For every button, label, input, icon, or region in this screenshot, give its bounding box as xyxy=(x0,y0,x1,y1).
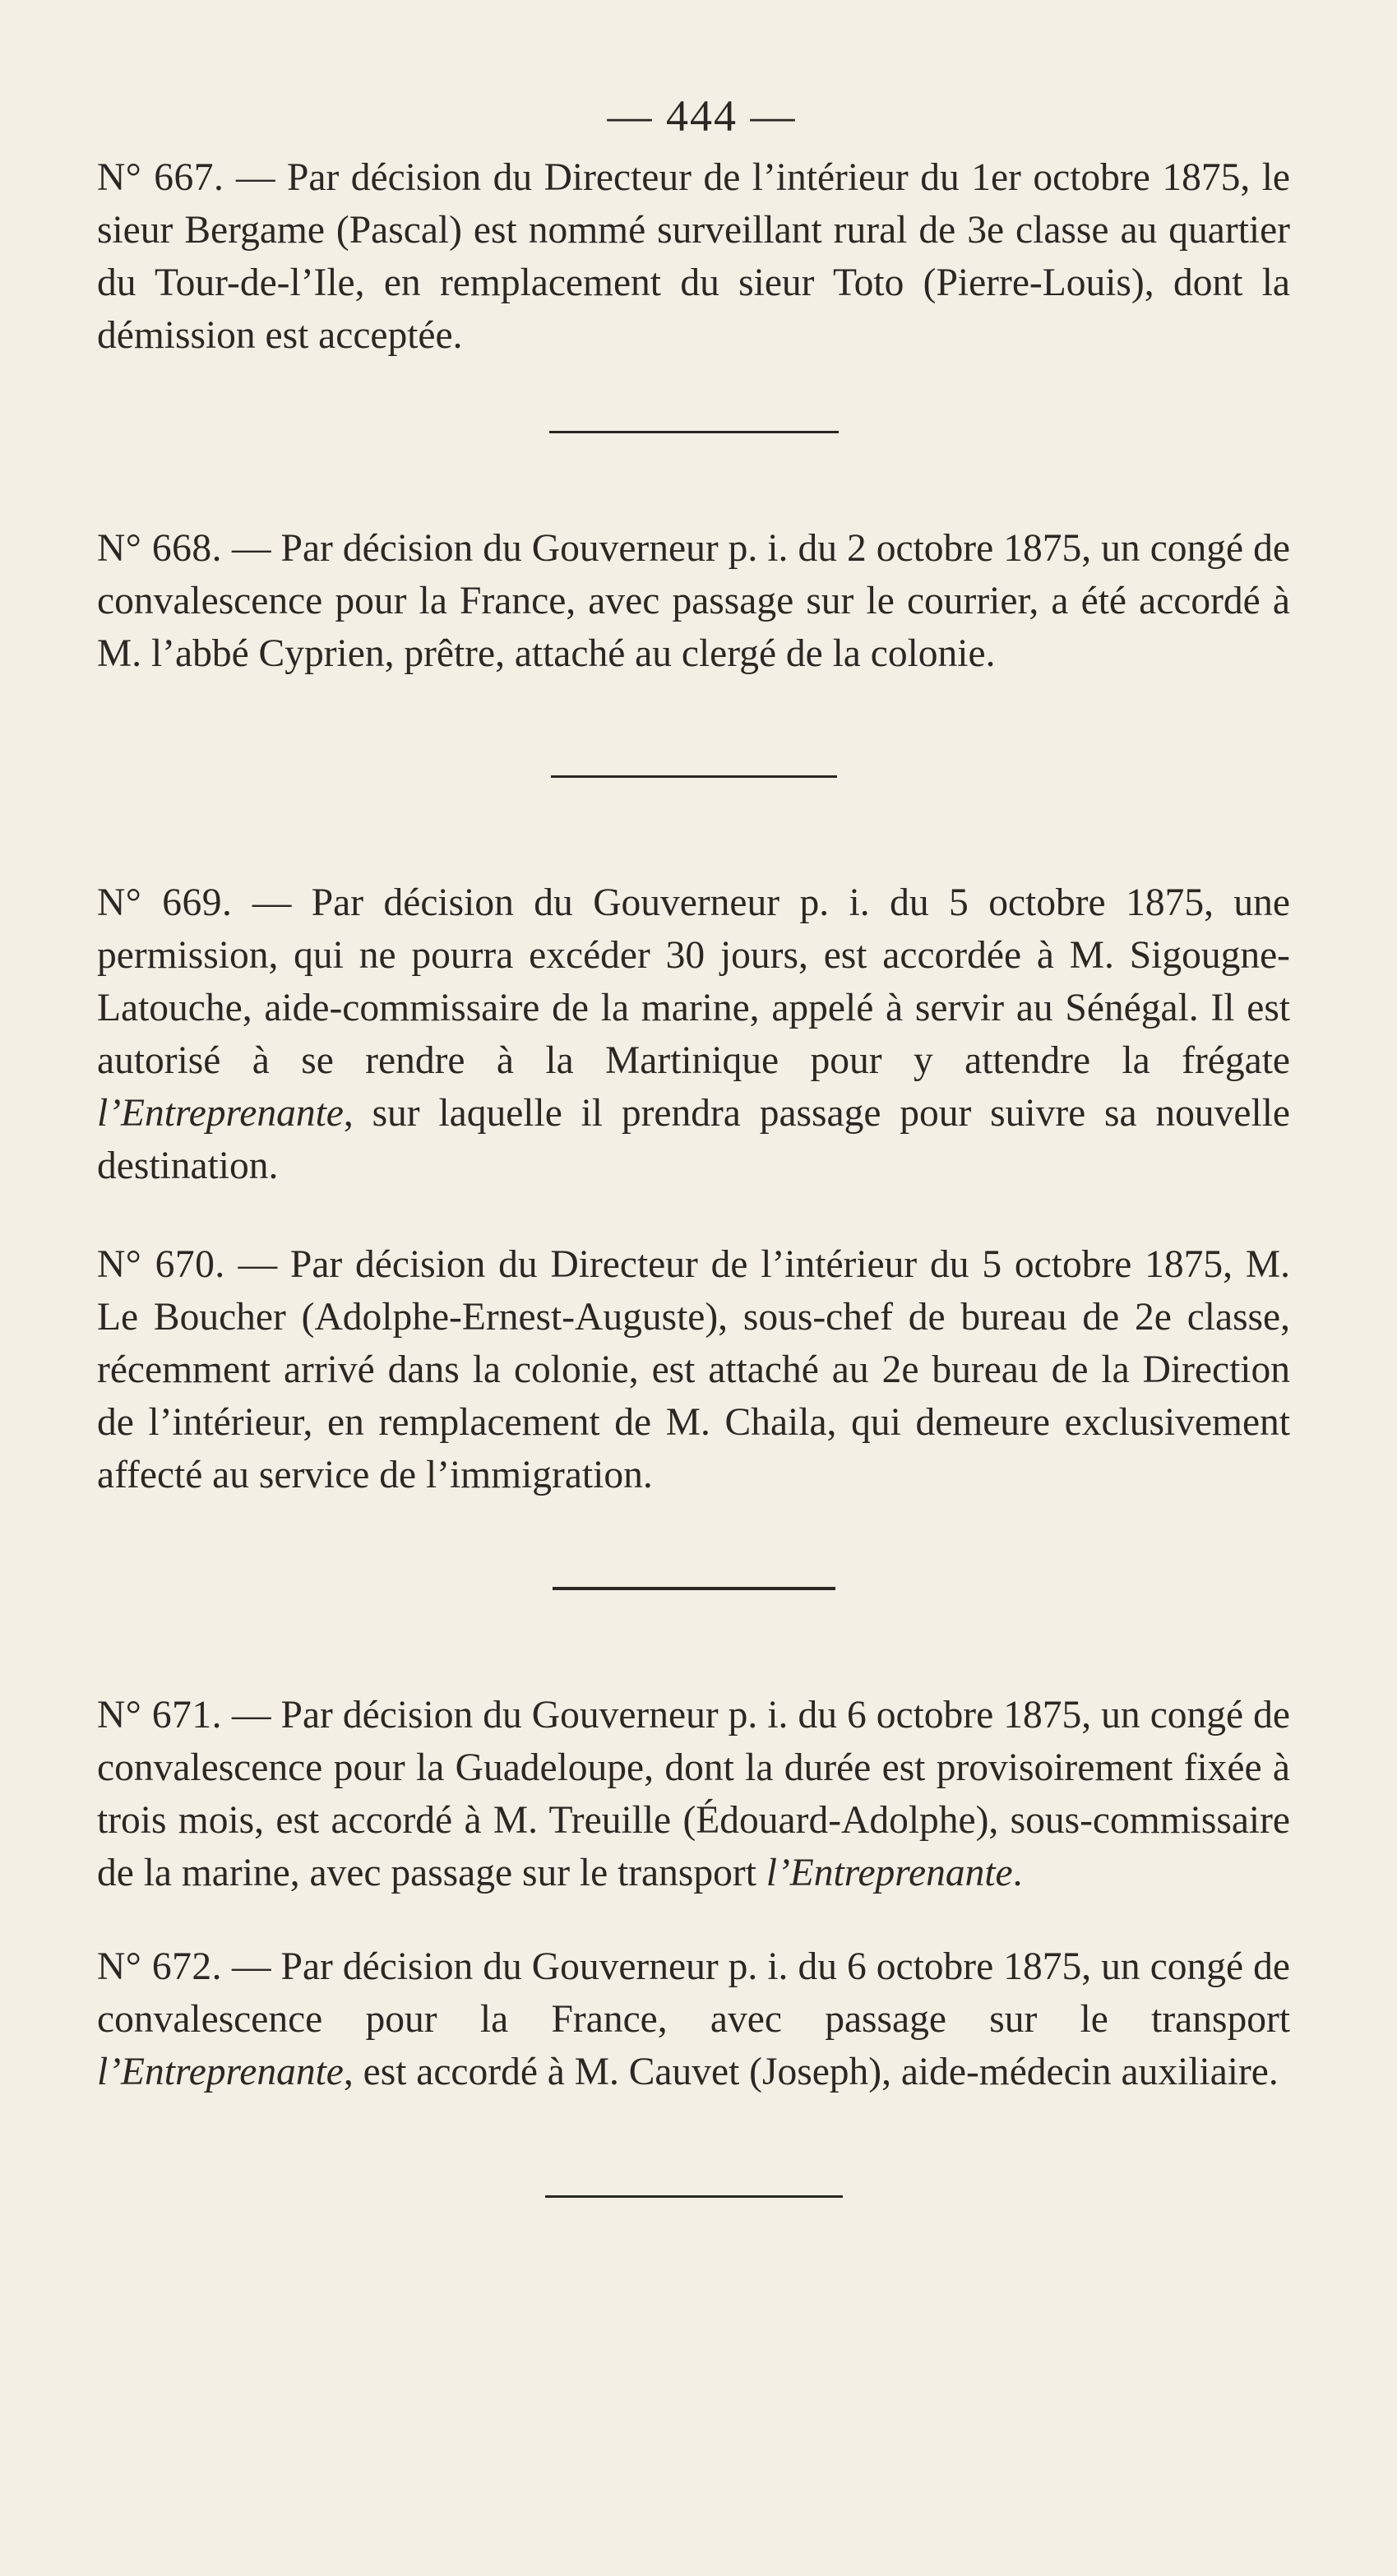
entry-number: N° 667. xyxy=(97,156,224,199)
entry-text: — Par décision du Directeur de l’intérieur du 5 octobre 1875, M. Le Boucher (Adolphe-Ernest-Auguste), sous-chef de bureau de 2e classe, récemment arrivé dans la colonie, est attaché au 2e bureau de la Direction de l’intérieur, en remplacement de M. Chaila, qui demeure exclusivement affecté au service de l’immigration. xyxy=(97,1243,1290,1496)
entry-text: , est accordé à M. Cauvet (Joseph), aide-médecin auxiliaire. xyxy=(343,2051,1279,2093)
entry-number: N° 672. xyxy=(97,1945,222,1988)
entry-text: — Par décision du Directeur de l’intérieur du 1er octobre 1875, le sieur Bergame (Pascal) est nommé surveillant rural de 3e classe au quartier du Tour-de-l’Ile, en remplacement du sieur Toto (Pierre-Louis), dont la démission est acceptée. xyxy=(97,156,1290,357)
entry-number: N° 670. xyxy=(97,1243,225,1286)
page-number: — 444 — xyxy=(607,91,797,141)
separator-rule xyxy=(545,2195,843,2198)
ship-name: l’Entreprenante xyxy=(97,2051,344,2093)
ship-name: l’Entreprenante xyxy=(97,1092,344,1135)
entry-text: . xyxy=(1012,1852,1023,1894)
spacer xyxy=(97,1899,1290,1940)
entry-text: , sur laquelle il prendra passage pour suivre sa nouvelle destination. xyxy=(97,1092,1290,1187)
ship-name: l’Entreprenante xyxy=(766,1852,1013,1894)
separator-rule xyxy=(551,775,837,778)
entry-number: N° 669. xyxy=(97,881,233,924)
spacer xyxy=(97,1192,1290,1238)
entry-670 xyxy=(97,1238,1290,1501)
separator-rule xyxy=(549,431,839,433)
entry-667 xyxy=(97,151,1290,362)
entry-669 xyxy=(97,876,1290,1192)
entry-number: N° 668. xyxy=(97,527,222,570)
entry-text: — Par décision du Gouverneur p. i. du 5 octobre 1875, une permission, qui ne pourra excéder 30 jours, est accordée à M. Sigougne-Latouche, aide-commissaire de la marine, appelé à servir au Sénégal. Il est autorisé à se rendre à la Martinique pour y attendre la frégate xyxy=(97,881,1290,1082)
entry-671 xyxy=(97,1689,1290,1899)
entry-text: — Par décision du Gouverneur p. i. du 6 octobre 1875, un congé de convalescence pour la France, avec passage sur le transport xyxy=(97,1945,1290,2041)
entry-668 xyxy=(97,522,1290,680)
separator-rule xyxy=(553,1587,835,1590)
entry-672 xyxy=(97,1940,1290,2098)
entry-text: — Par décision du Gouverneur p. i. du 2 octobre 1875, un congé de convalescence pour la France, avec passage sur le courrier, a été accordé à M. l’abbé Cyprien, prêtre, attaché au clergé de la colonie. xyxy=(97,527,1290,675)
entry-number: N° 671. xyxy=(97,1694,222,1737)
entry-text: — Par décision du Gouverneur p. i. du 6 octobre 1875, un congé de convalescence pour la Guadeloupe, dont la durée est provisoirement fixée à trois mois, est accordé à M. Treuille (Édouard-Adolphe), sous-commissaire de la marine, avec passage sur le transport xyxy=(97,1694,1290,1894)
